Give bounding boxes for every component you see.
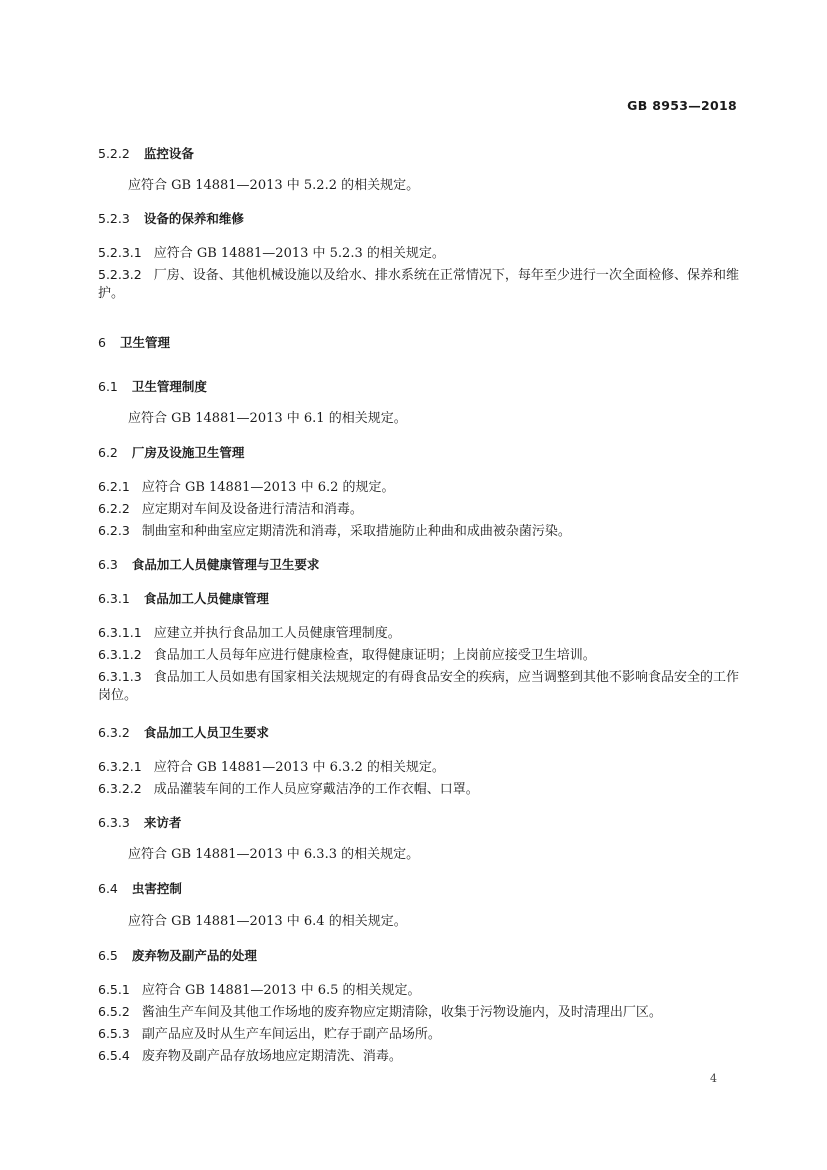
clause-6-2-3	[98, 522, 571, 541]
clause-text: 制曲室和种曲室应定期清洗和消毒，采取措施防止种曲和成曲被杂菌污染。	[141, 524, 571, 539]
section-number: 6.2	[98, 445, 118, 460]
clause-text: 食品加工人员如患有国家相关法规规定的有碍食品安全的疾病，应当调整到其他不影响食品安全的工作岗位。	[98, 670, 739, 703]
section-number: 6.5	[98, 948, 118, 963]
clause-number: 6.3.2.1	[98, 759, 142, 774]
clause-number: 6.5.3	[98, 1026, 130, 1041]
chapter-number: 6	[98, 335, 106, 350]
clause-6-3-1-2	[98, 646, 596, 665]
clause-number: 6.2.2	[98, 501, 130, 516]
clause-number: 6.5.2	[98, 1004, 130, 1019]
clause-text: 副产品应及时从生产车间运出，贮存于副产品场所。	[141, 1027, 441, 1042]
section-heading-6-3-2	[98, 724, 269, 742]
clause-number: 6.3.1.1	[98, 625, 142, 640]
chapter-heading-6	[98, 334, 170, 352]
section-heading-6-2	[98, 444, 244, 462]
clause-text: 成品灌装车间的工作人员应穿戴洁净的工作衣帽、口罩。	[153, 782, 479, 797]
body-text: 应符合 GB 14881—2013 中 6.1 的相关规定。	[128, 411, 407, 426]
clause-6-5-2	[98, 1003, 662, 1022]
body-text: 应符合 GB 14881—2013 中 6.3.3 的相关规定。	[128, 847, 420, 862]
clause-5-2-3-1	[98, 244, 445, 263]
clause-text: 应符合 GB 14881—2013 中 5.2.3 的相关规定。	[153, 246, 445, 261]
section-title: 食品加工人员卫生要求	[143, 725, 269, 740]
section-title: 食品加工人员健康管理	[143, 591, 269, 606]
clause-text: 应符合 GB 14881—2013 中 6.5 的相关规定。	[141, 983, 421, 998]
section-heading-6-4	[98, 880, 182, 898]
clause-6-5-4	[98, 1047, 402, 1066]
body-text: 应符合 GB 14881—2013 中 6.4 的相关规定。	[128, 914, 407, 929]
section-heading-6-3-1	[98, 590, 269, 608]
section-number: 6.1	[98, 379, 118, 394]
clause-number: 6.5.4	[98, 1048, 130, 1063]
chapter-title: 卫生管理	[119, 335, 170, 350]
clause-number: 6.5.1	[98, 982, 130, 997]
clause-text: 废弃物及副产品存放场地应定期清洗、消毒。	[141, 1049, 402, 1064]
section-heading-5-2-2	[98, 145, 194, 163]
clause-text: 食品加工人员每年应进行健康检查，取得健康证明；上岗前应接受卫生培训。	[153, 648, 596, 663]
clause-number: 6.2.1	[98, 479, 130, 494]
section-number: 5.2.2	[98, 146, 130, 161]
section-title: 废弃物及副产品的处理	[131, 948, 257, 963]
clause-6-3-2-1	[98, 758, 445, 777]
clause-6-5-1	[98, 981, 421, 1000]
standard-code-header: GB 8953—2018	[627, 98, 737, 113]
section-title: 虫害控制	[131, 881, 182, 896]
clause-6-3-1-3	[98, 668, 739, 705]
section-number: 6.3.3	[98, 815, 130, 830]
section-number: 6.3.2	[98, 725, 130, 740]
section-title: 食品加工人员健康管理与卫生要求	[131, 557, 320, 572]
clause-number: 6.3.1.2	[98, 647, 142, 662]
body-text: 应符合 GB 14881—2013 中 5.2.2 的相关规定。	[128, 178, 420, 193]
clause-5-2-3-2	[98, 266, 739, 303]
section-number: 6.4	[98, 881, 118, 896]
section-title: 设备的保养和维修	[143, 211, 244, 226]
section-number: 6.3	[98, 557, 118, 572]
clause-number: 6.2.3	[98, 523, 130, 538]
clause-6-2-2	[98, 500, 363, 519]
clause-text: 厂房、设备、其他机械设施以及给水、排水系统在正常情况下，每年至少进行一次全面检修、保养和维护。	[98, 268, 739, 301]
section-heading-5-2-3	[98, 210, 244, 228]
section-heading-6-1	[98, 378, 207, 396]
clause-text: 酱油生产车间及其他工作场地的废弃物应定期清除，收集于污物设施内，及时清理出厂区。	[141, 1005, 662, 1020]
clause-text: 应定期对车间及设备进行清洁和消毒。	[141, 502, 363, 517]
section-title: 厂房及设施卫生管理	[131, 445, 245, 460]
clause-number: 6.3.1.3	[98, 669, 142, 684]
clause-6-2-1	[98, 478, 395, 497]
section-heading-6-3	[98, 556, 319, 574]
clause-text: 应建立并执行食品加工人员健康管理制度。	[153, 626, 401, 641]
clause-text: 应符合 GB 14881—2013 中 6.2 的规定。	[141, 480, 395, 495]
section-title: 来访者	[143, 815, 182, 830]
section-number: 6.3.1	[98, 591, 130, 606]
clause-number: 5.2.3.1	[98, 245, 142, 260]
section-heading-6-5	[98, 947, 257, 965]
clause-number: 5.2.3.2	[98, 267, 142, 282]
clause-text: 应符合 GB 14881—2013 中 6.3.2 的相关规定。	[153, 760, 445, 775]
section-title: 卫生管理制度	[131, 379, 207, 394]
section-number: 5.2.3	[98, 211, 130, 226]
section-title: 监控设备	[143, 146, 194, 161]
page-number: 4	[710, 1072, 717, 1085]
clause-6-3-2-2	[98, 780, 479, 799]
clause-6-5-3	[98, 1025, 441, 1044]
clause-number: 6.3.2.2	[98, 781, 142, 796]
section-heading-6-3-3	[98, 814, 181, 832]
clause-6-3-1-1	[98, 624, 401, 643]
